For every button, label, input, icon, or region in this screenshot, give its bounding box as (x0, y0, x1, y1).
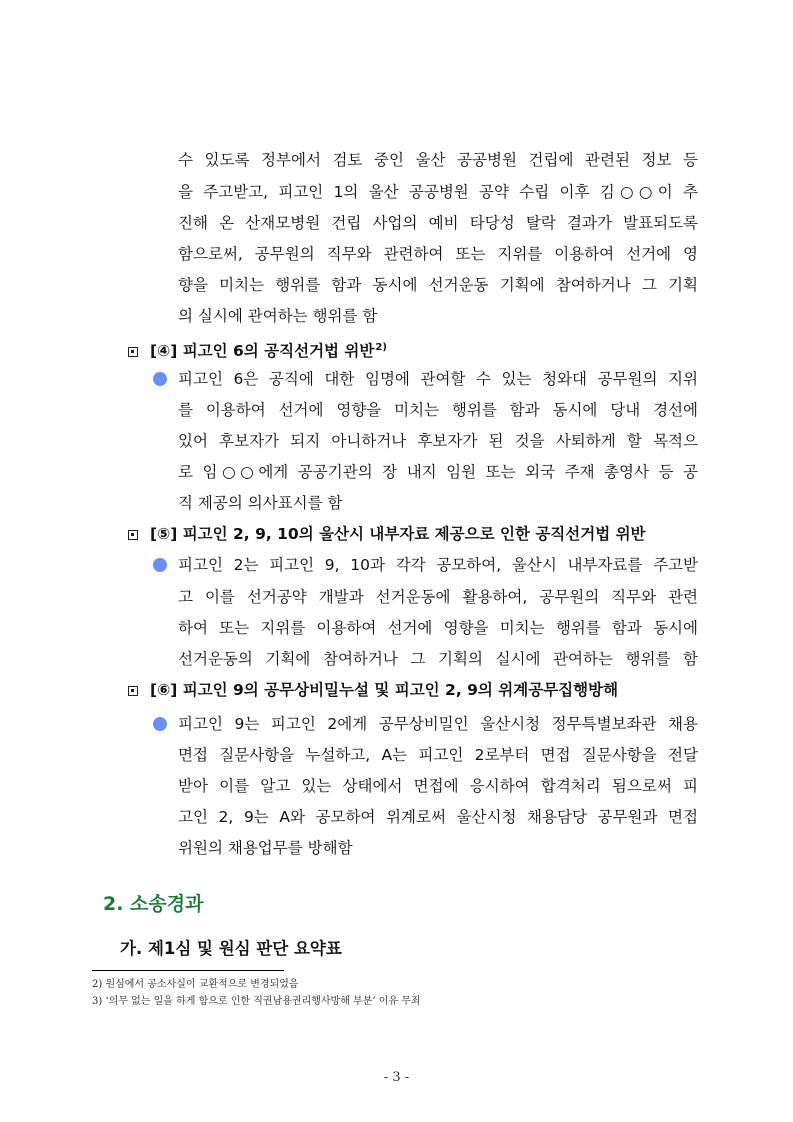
section-5-line: 피고인 2는 피고인 9, 10과 각각 공모하여, 울산시 내부자료를 주고받 (178, 556, 698, 574)
page-number: - 3 - (383, 1070, 410, 1085)
section-heading-5: [⑤] 피고인 2, 9, 10의 울산시 내부자료 제공으로 인한 공직선거법 위반 (128, 524, 646, 544)
section-4-line: 있어 후보자가 되지 아니하거나 후보자가 된 것을 사퇴하게 할 목적으 (178, 432, 698, 450)
section-5-line: 선거운동의 기획에 참여하거나 그 기획의 실시에 관여하는 행위를 함 (178, 650, 698, 668)
section-6-line: 피고인 9는 피고인 2에게 공무상비밀인 울산시청 정무특별보좌관 채용 (178, 715, 698, 733)
intro-line: 함으로써, 공무원의 직무와 관련하여 또는 지위를 이용하여 선거에 영 (178, 245, 698, 263)
heading-summary-table: 가. 제1심 및 원심 판단 요약표 (120, 939, 342, 958)
footnote-ref: 2) (375, 342, 387, 353)
section-6-line: 고인 2, 9는 A와 공모하여 위계로써 울산시청 채용담당 공무원과 면접 (178, 808, 698, 826)
section-6-line: 면접 질문사항을 누설하고, A는 피고인 2로부터 면접 질문사항을 전달 (178, 746, 698, 764)
footnote-divider (92, 970, 284, 971)
circle-bullet-icon (153, 372, 167, 386)
section-4-line: 피고인 6은 공직에 대한 임명에 관여할 수 있는 청와대 공무원의 지위 (178, 370, 698, 388)
intro-line: 향을 미치는 행위를 함과 동시에 선거운동 기획에 참여하거나 그 기획 (178, 276, 698, 294)
section-4-line: 를 이용하여 선거에 영향을 미치는 행위를 함과 동시에 당내 경선에 (178, 401, 698, 419)
circle-bullet-icon (153, 558, 167, 572)
heading-litigation-history: 2. 소송경과 (103, 893, 204, 915)
square-bullet-icon (128, 530, 138, 540)
intro-line: 진해 온 산재모병원 건립 사업의 예비 타당성 탈락 결과가 발표되도록 (178, 214, 698, 232)
footnote-3: 3) ‘의무 없는 일을 하게 함으로 인한 직권남용권리행사방해 부분’ 이유 무죄 (92, 996, 421, 1007)
section-4-line: 직 제공의 의사표시를 함 (178, 494, 343, 512)
section-heading-4: [④] 피고인 6의 공직선거법 위반$^{2)}$ (128, 338, 387, 361)
intro-line: 의 실시에 관여하는 행위를 함 (178, 307, 378, 325)
intro-line: 수 있도록 정부에서 검토 중인 울산 공공병원 건립에 관련된 정보 등 (178, 151, 698, 169)
section-5-line: 하여 또는 지위를 이용하여 선거에 영향을 미치는 행위를 함과 동시에 (178, 619, 698, 637)
circle-bullet-icon (153, 717, 167, 731)
square-bullet-icon (128, 347, 138, 357)
section-5-line: 고 이를 선거공약 개발과 선거운동에 활용하여, 공무원의 직무와 관련 (178, 588, 698, 606)
section-4-line: 로 임○○에게 공공기관의 장 내지 임원 또는 외국 주재 총영사 등 공 (178, 463, 698, 481)
square-bullet-icon (128, 686, 138, 696)
intro-line: 을 주고받고, 피고인 1의 울산 공공병원 공약 수립 이후 김○○이 추 (178, 183, 698, 201)
section-heading-6: [⑥] 피고인 9의 공무상비밀누설 및 피고인 2, 9의 위계공무집행방해 (128, 680, 618, 700)
section-6-line: 받아 이를 알고 있는 상태에서 면접에 응시하여 합격처리 됨으로써 피 (178, 777, 698, 795)
footnote-2: 2) 원심에서 공소사실이 교환적으로 변경되었음 (92, 979, 299, 990)
section-6-line: 위원의 채용업무를 방해함 (178, 839, 353, 857)
